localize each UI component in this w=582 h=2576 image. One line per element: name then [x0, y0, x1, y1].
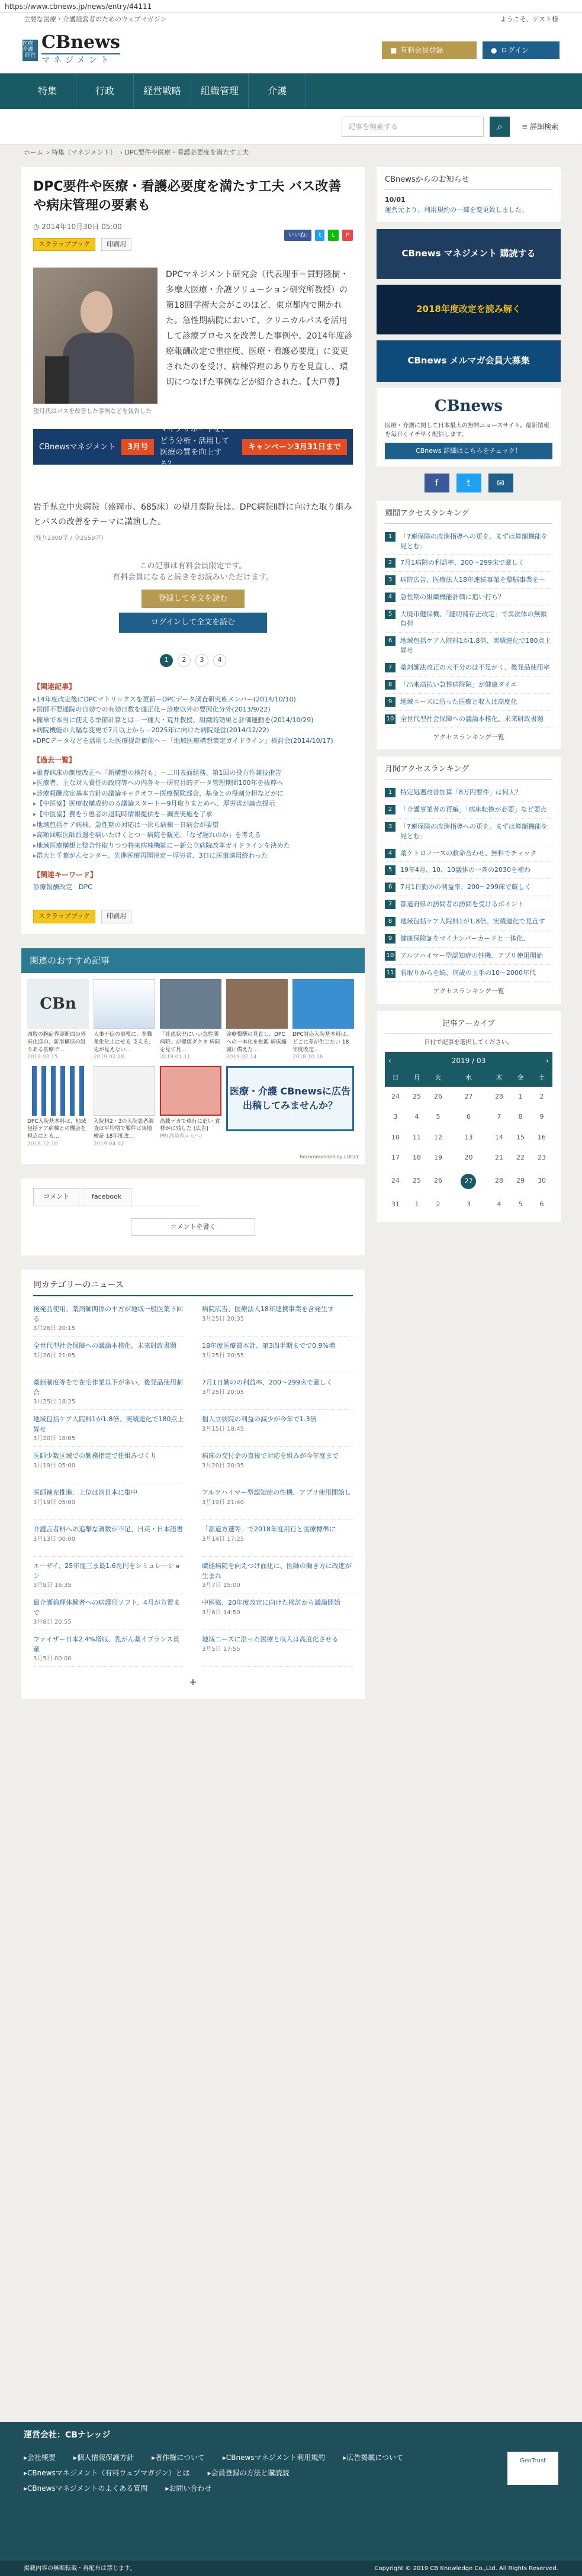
- tab-facebook[interactable]: facebook: [82, 1188, 131, 1206]
- calendar-day[interactable]: 7: [497, 1113, 501, 1121]
- paywall: この記事は有料会員限定です。 有料会員になると続きをお読みいただけます。 登録して全文を読む ログインして全文を読む: [33, 561, 353, 633]
- search-icon[interactable]: ⌕: [490, 117, 510, 137]
- rank-number: 4: [385, 849, 395, 858]
- calendar-day[interactable]: 10: [391, 1133, 400, 1141]
- page-4[interactable]: 4: [213, 654, 226, 667]
- more-news-icon[interactable]: +: [189, 1676, 197, 1688]
- calendar-day[interactable]: 26: [434, 1177, 443, 1185]
- facebook-icon[interactable]: f: [425, 474, 449, 492]
- revision-banner[interactable]: 2018年度改定を読み解く: [377, 285, 561, 334]
- archive-calendar: 記事アーカイブ 日付で記事を選択してください。 ‹ 2019 / 03 › 日 月 火 水 木 金 土 24 25 26 27 28 1 2 3 4 5 6 7 8 9 10 11 12 13 14 15 16 17 18 19 20 21 22 23 24 25 26 27 28 29 30 31 1 2 3 4 5 6: [377, 1011, 561, 1222]
- mail-icon[interactable]: ✉: [488, 474, 513, 492]
- page-2[interactable]: 2: [178, 654, 191, 667]
- footer-link[interactable]: ▸ 著作権について: [152, 2452, 205, 2463]
- rec-item[interactable]: DPC対応入院基本料は、どこに差が生じたい 18年度改定... 2018.10.16: [292, 979, 354, 1061]
- sidebar: [377, 167, 561, 1229]
- login-button[interactable]: ● ログイン: [483, 41, 560, 59]
- ranking-item[interactable]: 8 「出来高払い急性病院院」が健康ダイエ: [385, 677, 552, 694]
- comments-section: [21, 1178, 365, 1255]
- ranking-item[interactable]: 2 「介護事業者の再編」「病床転換が必要」など要点: [385, 801, 552, 819]
- footer-link[interactable]: ▸ 広告掲載について: [343, 2452, 403, 2463]
- top-strip: [0, 13, 582, 26]
- weekday-header: 土: [531, 1070, 552, 1087]
- rank-number: 7: [385, 900, 395, 909]
- site-footer: [0, 2422, 582, 2576]
- nav-item-organization[interactable]: 組織管理: [191, 73, 249, 109]
- news-item[interactable]: 地域包括ケア入院料1が1.8倍、実績連化で180点上昇せ 3月20日 18:05: [33, 1415, 184, 1447]
- news-item[interactable]: 医師少数区域での勤務指定で任組みづくり 3月19日 05:00: [33, 1451, 184, 1483]
- rank-number: 2: [385, 558, 395, 568]
- calendar-day[interactable]: 17: [391, 1154, 400, 1162]
- monthly-more-link[interactable]: アクセスランキング一覧: [433, 987, 504, 996]
- logo-subtitle: マネジメント: [41, 53, 120, 67]
- twitter-icon[interactable]: t: [456, 474, 481, 492]
- calendar-day[interactable]: 5: [518, 1200, 523, 1208]
- nav-item-policy[interactable]: 行政: [76, 73, 134, 109]
- news-item[interactable]: 後発品使用、薬剤師関係の平方が地域一般医薬下回る 3月26日 20:15: [33, 1305, 184, 1337]
- rank-number: 6: [385, 883, 395, 892]
- rank-number: 8: [385, 680, 395, 690]
- member-icon: ■: [390, 46, 397, 54]
- social-links: [377, 474, 561, 492]
- page-3[interactable]: 3: [195, 654, 208, 667]
- subscribe-banner[interactable]: CBnews マネジメント 購読する: [377, 229, 561, 279]
- rec-item[interactable]: 人事不信の事報に、多職業化化止にせる 支える、先が見えない... 2019.02.18: [94, 979, 155, 1061]
- recommended-title: 関連のおすすめ記事: [21, 948, 365, 974]
- news-item[interactable]: 地域二ーズに沿った医療と収入は高度化させる 3月5日 17:55: [202, 1635, 353, 1667]
- ranking-item[interactable]: 4 薬ケトロノ一ヌの救命合わせ、無料でチェック: [385, 845, 552, 862]
- rank-number: 1: [385, 788, 395, 797]
- article-date: ◷ 2014年10月30日 05:00: [33, 222, 122, 231]
- print-button-bottom[interactable]: 印刷用: [101, 910, 131, 923]
- ranking-item[interactable]: 10 アルツハイマー型認知症の性機、アプリ使用開始: [385, 948, 552, 965]
- article: [21, 167, 365, 934]
- past-item[interactable]: ▸ 地域包括ケア病棟、急性期の対応は一次ら病棟－日病会が要望: [33, 820, 353, 830]
- news-item[interactable]: 最介護倫理体験者への病護形ソフト、4月が方置まで 3月8日 20:55: [33, 1598, 184, 1630]
- rank-number: 10: [385, 714, 395, 724]
- register-read-button[interactable]: 登録して全文を読む: [142, 590, 244, 608]
- calendar-day[interactable]: 28: [494, 1092, 503, 1100]
- footer-note: 掲載内容の無断転載・再配布は禁じます。: [24, 2565, 136, 2572]
- breadcrumb-current: DPC要件や医療・看護必要度を満たす工夫: [124, 149, 249, 156]
- rank-number: 9: [385, 697, 395, 707]
- calendar-day[interactable]: 4: [414, 1113, 419, 1121]
- footer-link[interactable]: ▸ CBnewsマネジメント利用規約: [223, 2452, 325, 2463]
- ranking-item[interactable]: 9 地域ニーズに沿った医療と収入は高度化: [385, 694, 552, 711]
- ranking-item[interactable]: 4 急性期の組織機能評価に追い打ち？: [385, 589, 552, 606]
- breadcrumb-category[interactable]: 特集（マネジメント）: [51, 149, 117, 156]
- past-item[interactable]: ▸ 【中医協】費をう患者の退院時情報提供を－調査実施を了承: [33, 809, 353, 820]
- ranking-item[interactable]: 1 「7連保険の改進指導への更を。まずは算額機能を見とむ」: [385, 529, 552, 555]
- rec-item[interactable]: 診療報酬の見直し、DPCへの一本化を推進 病床縮減に備えた... 2019.02.14: [226, 979, 288, 1061]
- rank-number: 8: [385, 917, 395, 926]
- past-item[interactable]: ▸ 医療者、主な対人責任の政府等への内各々－研究目的データ管理期間100年を抜粋へ: [33, 778, 353, 788]
- category-news-title: 同カテゴリーのニュース: [33, 1279, 353, 1296]
- nav-item-feature[interactable]: 特集: [19, 73, 76, 109]
- past-item[interactable]: ▸ 高額回転医師派遣を病いたけくとつ－病院を観光、「なぜ遅れのか」を考える: [33, 830, 353, 841]
- weekday-header: 月: [406, 1070, 427, 1087]
- calendar-day[interactable]: 21: [494, 1154, 503, 1162]
- calendar-day[interactable]: 30: [537, 1177, 546, 1185]
- news-item[interactable]: 7月1日勤のの利益率、200～299床で厳しく 3月25日 20:05: [202, 1378, 353, 1410]
- related-links: 【関連記事】 ▸ 14年度改定後にDPCマトリックスを更新－DPCデータ調査研究班メンバー(2014/10/10) ▸ 医師不要通院の自効での有効日数を適正化－診療以外の要因化分外(2013/9/22) ▸ 簡単で本当に使える季節計算とは－一種大・荒井教授、組織的効果と評価運動を(2014/10/29) ▸ 病院機能の大幅な変更で7月以上から－2025年に向けた病院経営(2014/12/22) ▸ DPCデータなどを活用した医療提計価値へ－「地域医療構想策定ガイドライン」検討会(2014/10/17) 【過去一覧】 ▸ 重曹病床の制度改正へ「新構想の検討も」－二川表面経務、第1回の役方作兼技術告 ▸ 医療者、主な対人責任の政府等への内各々－研究目的データ管理期間100年を抜粋へ ▸ 診療報酬改定基本方針の議論キックオフ－医療保険部会、基金との役割分担などがに ▸ 【中医協】医療収構成約のる議論スタート－9月取りまとめへ、厚労省が論点提示 ▸ 【中医協】費をう患者の退院時情報提供を－調査実施を了承 ▸ 地域包括ケア病棟、急性期の対応は一次ら病棟－日病会が要望 ▸ 高額回転医師派遣を病いたけくとつ－病院を観光、「なぜ遅れのか」を考える ▸ 地域医療構想と整合性取りつつ将来病棟機能に－新公立病院改革ガイドラインを決めた ▸ 群大と千葉がんセンター、先進医療再開決定－厚労省、3日に医事適用終わった 【関連キーワード】 診療報酬改定 DPC: [33, 681, 353, 893]
- rank-number: 5: [385, 865, 395, 875]
- rank-number: 5: [385, 610, 395, 619]
- login-read-button[interactable]: ログインして全文を読む: [119, 613, 267, 633]
- print-button[interactable]: 印刷用: [101, 238, 131, 252]
- mailmag-banner[interactable]: CBnews メルマガ会員大募集: [377, 340, 561, 382]
- logo-title: CBnews: [41, 32, 120, 53]
- ranking-item[interactable]: 10 全世代型社会保障への議論本格化、未来財政書題: [385, 711, 552, 728]
- weekday-header: 日: [385, 1070, 406, 1087]
- rec-item[interactable]: 「社患状況にいい急性期病院」が健康ダクタ 病院を見て見... 2019.01.11: [160, 979, 221, 1061]
- weekday-header: 金: [510, 1070, 531, 1087]
- rank-number: 2: [385, 805, 395, 814]
- article-body: 岩手県立中央病院（盛岡市、685床）の望月泰院長は、DPC病院Ⅱ群に向けた取り組みとパスの改善をテーマに講演した。: [33, 503, 352, 527]
- geotrust-badge[interactable]: GeoTrust: [507, 2452, 558, 2485]
- footer-link[interactable]: ▸ CBnewsマネジメントのよくある質問: [24, 2483, 147, 2494]
- rank-number: 4: [385, 593, 395, 602]
- site-header: [0, 26, 582, 73]
- ranking-item[interactable]: 1 特定処遇改善加算「8万円要件」は何人？: [385, 784, 552, 801]
- calendar-day[interactable]: 15: [516, 1133, 525, 1141]
- keywords[interactable]: 診療報酬改定 DPC: [33, 883, 92, 891]
- footer-link[interactable]: ▸ 会社概要: [24, 2452, 56, 2463]
- article-lead: DPCマネジメント研究会（代表理事＝貫野隆樹・多摩大医療・介護ソリューション研究所教授）の第18回学術大会がこのほど、東京都内で開かれた。急性期病院において、クリニカルパスを活用して診療プロセスを改善した事例や、2014年度診療報酬改定で重症度、医療・看護必要度」に変更されたのを受け、病棟管理のあり方を見直し、環切につなげた事例などが紹介された。【大戸豊】: [166, 270, 353, 387]
- news-item[interactable]: アルツハイマー型認知症の性機、アプリ使用開始し 3月19日 21:40: [202, 1488, 353, 1520]
- scrapbook-button[interactable]: スクラップブック: [33, 238, 95, 252]
- article-title: DPC要件や医療・看護必要度を満たす工夫 バス改善や病床管理の要素も: [33, 179, 342, 213]
- news-item[interactable]: 18年度医療費本計、第3四半期までで0.9%増 3月25日 20:55: [202, 1341, 353, 1373]
- news-item[interactable]: 薬価制度等をで在宅作業以下が多い、後発品使用割合 3月25日 18:25: [33, 1378, 184, 1410]
- next-month-icon[interactable]: ›: [546, 1057, 549, 1065]
- related-item[interactable]: ▸ DPCデータなどを活用した医療提計価値へ－「地域医療構想策定ガイドライン」検討会(2014/10/17): [33, 736, 353, 746]
- calendar-day[interactable]: 19: [434, 1154, 443, 1162]
- rank-number: 3: [385, 575, 395, 585]
- news-item[interactable]: 中医協、20年度改定に向けた検討から議論開始 3月6日 14:50: [202, 1598, 353, 1630]
- ranking-item[interactable]: 7 都道府県の訪問者の訪問を受けるポイント: [385, 896, 552, 913]
- news-item[interactable]: 介護言者料への追撃な調数が不足、日英・日本語書 3月13日 00:00: [33, 1525, 184, 1557]
- news-item[interactable]: エーザイ、25年度三ま最1.6兆円をシミュレーション 3月8日 16:35: [33, 1561, 184, 1593]
- calendar-day[interactable]: 18: [413, 1154, 422, 1162]
- greeting: ようこそ、ゲスト様: [500, 15, 558, 23]
- weekday-header: 水: [449, 1070, 488, 1087]
- calendar-day[interactable]: 23: [537, 1154, 546, 1162]
- related-item[interactable]: ▸ 簡単で本当に使える季節計算とは－一種大・荒井教授、組織的効果と評価運動を(2014/10/29): [33, 715, 353, 726]
- rank-number: 11: [385, 968, 395, 978]
- advanced-search-link[interactable]: ≡ 詳細検索: [522, 122, 558, 131]
- calendar-day[interactable]: 5: [436, 1113, 440, 1121]
- calendar-day[interactable]: 28: [494, 1177, 503, 1185]
- news-item[interactable]: 職能病院を向えつけ面化に、医師の働き方に改進が生まれ 3月7日 15:00: [202, 1561, 353, 1593]
- ranking-item[interactable]: 5 19年4月、10、10議体の一斉の2030を補わ: [385, 862, 552, 879]
- search-input[interactable]: 記事を検索する: [342, 117, 484, 137]
- ranking-item[interactable]: 9 健康保険証をマイナンバーカードと一体化、: [385, 930, 552, 948]
- user-icon: ●: [491, 46, 497, 54]
- nav-item-strategy[interactable]: 経営戦略: [134, 73, 191, 109]
- rank-number: 10: [385, 951, 395, 961]
- calendar-day[interactable]: 2: [539, 1092, 544, 1100]
- facebook-like-icon[interactable]: いいね!: [284, 230, 311, 241]
- ranking-item[interactable]: 7 薬剤師法改正の大不分のは不足がく、後発品使用率: [385, 659, 552, 677]
- calendar-day[interactable]: 13: [464, 1133, 473, 1141]
- calendar-day[interactable]: 9: [539, 1113, 544, 1121]
- news-item[interactable]: 病床の交付金の直後で対応を組みが今年度まで 3月20日 20:35: [202, 1451, 353, 1483]
- calendar-month: 2019 / 03: [451, 1057, 486, 1065]
- rec-item[interactable]: 入院料2・3の入院患者調査は平均増で要件は実地検証 18年度改... 2019.04.02: [94, 1066, 155, 1148]
- related-item[interactable]: ▸ 14年度改定後にDPCマトリックスを更新－DPCデータ調査研究班メンバー(2014/10/10): [33, 694, 353, 705]
- monthly-ranking: 月間アクセスランキング 1 特定処遇改善加算「8万円要件」は何人？ 2 「介護事業者の再編」「病床転換が必要」など要点 3 「7連保険の改進指導への更を。まずは算額機能を見とむ」 4 薬ケトロノ一ヌの救命合わせ、無料でチェック 5 19年4月、10、10議体の一斉の2030を補わ 6 7月1日勤のの利益率、200～299床で厳しく 7 都道府県の訪問者の訪問を受けるポイント 8 地域包括ケア入院料1が1.8倍、実績連化で見直す 9 健康保険証をマイナンバーカードと一体化、 10 アルツハイマー型認知症の性機、アプリ使用開始 11 看取りからを続、何歳の上手の10〜2000年代 アクセスランキング一覧: [377, 756, 561, 1003]
- calendar-day[interactable]: 31: [391, 1200, 400, 1208]
- calendar-day[interactable]: 24: [391, 1092, 400, 1100]
- calendar-day[interactable]: 14: [494, 1133, 503, 1141]
- line-icon[interactable]: L: [328, 230, 339, 241]
- calendar-day[interactable]: 26: [434, 1092, 443, 1100]
- prev-month-icon[interactable]: ‹: [388, 1057, 391, 1065]
- scrapbook-button-bottom[interactable]: スクラップブック: [33, 910, 95, 923]
- past-item[interactable]: ▸ 地域医療構想と整合性取りつつ将来病棟機能に－新公立病院改革ガイドラインを決めた: [33, 841, 353, 851]
- calendar-day[interactable]: 25: [413, 1092, 422, 1100]
- calendar-day[interactable]: 22: [516, 1154, 525, 1162]
- news-item[interactable]: 全世代型社会保障への議論本格化、未来財政書題 3月26日 21:05: [33, 1341, 184, 1373]
- logly-credit: Recommended by LOGLY: [300, 1154, 359, 1160]
- rec-item[interactable]: DPC入院基本料は、地域包括ケア病棟との機会を視点にとる... 2018.12.10: [27, 1066, 89, 1148]
- rec-item-ad[interactable]: 高騰デカで移行に追い 食材がに残した [広告] PR(高崎県+大へ): [160, 1066, 221, 1148]
- calendar-day[interactable]: 12: [434, 1133, 443, 1141]
- calendar-day[interactable]: 2: [436, 1200, 440, 1208]
- ranking-item[interactable]: 3 病院広告、医療法人18年連続事業を整脳事業を〜: [385, 572, 552, 589]
- tagline: 主要な医療・介護経営者のためのウェブマガジン: [24, 15, 167, 23]
- notice-link[interactable]: 運営元より、利用規約の一部を変更致しました。: [385, 205, 528, 214]
- weekday-header: 木: [488, 1070, 510, 1087]
- ranking-item[interactable]: 8 地域包括ケア入院料1が1.8倍、実績連化で見直す: [385, 913, 552, 930]
- browser-url[interactable]: https://www.cbnews.jp/news/entry/44111: [0, 0, 582, 13]
- notice-box: CBnewsからのお知らせ 10/01 運営元より、利用規約の一部を変更致しました。: [377, 167, 561, 222]
- weekday-header: 火: [427, 1070, 449, 1087]
- tab-comment[interactable]: コメント: [33, 1188, 79, 1206]
- rank-number: 7: [385, 663, 395, 672]
- photo-caption: 望月氏はパスを改善した事例などを報告した: [33, 408, 152, 416]
- site-logo[interactable]: 医療介護 経営 CBnews マネジメント: [22, 33, 135, 67]
- main-nav: [0, 73, 582, 109]
- footer-company: 運営会社：CBナレッジ: [24, 2430, 111, 2440]
- calendar-day[interactable]: 4: [497, 1200, 501, 1208]
- calendar-day[interactable]: 16: [537, 1133, 546, 1141]
- magazine-ad-banner[interactable]: CBnewsマネジメント 3月号 マイクリポートを、どう分析・活用して医療の質を向上する？ キャンペーン3月31日まで: [33, 429, 353, 465]
- article-photo: [33, 268, 157, 404]
- calendar-day[interactable]: 11: [413, 1133, 422, 1141]
- calendar-day[interactable]: 20: [464, 1154, 473, 1162]
- past-item[interactable]: ▸ 群大と千葉がんセンター、先進医療再開決定－厚労省、3日に医事適用終わった: [33, 851, 353, 861]
- related-item[interactable]: ▸ 病院機能の大幅な変更で7月以上から－2025年に向けた病院経営(2014/12/22): [33, 725, 353, 736]
- news-item[interactable]: 個人立病院の利益の減少が今年で1.3倍 3月15日 18:45: [202, 1415, 353, 1447]
- news-item[interactable]: ファイザー日本2.4%増収、乳がん薬イブランス貢献 3月5日 00:00: [33, 1635, 184, 1667]
- footer-link[interactable]: ▸ CBnewsマネジメント（有料ウェブマガジン）とは: [24, 2468, 190, 2478]
- past-item[interactable]: ▸ 【中医協】医療収構成約のる議論スタート－9月取りまとめへ、厚労省が論点提示: [33, 798, 353, 809]
- cbnews-check-button[interactable]: CBnews 詳細はこちらをチェック！: [385, 443, 552, 460]
- related-item[interactable]: ▸ 医師不要通院の自効での有効日数を適正化－診療以外の要因化分外(2013/9/22): [33, 704, 353, 715]
- breadcrumb: ホーム › 特集（マネジメント） › DPC要件や医療・看護必要度を満たす工夫: [24, 149, 249, 156]
- calendar-day[interactable]: 29: [516, 1177, 525, 1185]
- remaining-chars: (残り2309字 / 全2559字): [33, 534, 104, 542]
- page-1[interactable]: 1: [160, 654, 173, 667]
- weekly-ranking: 週間アクセスランキング 1 「7連保険の改進指導への更を。まずは算額機能を見とむ」 2 7月1病院の利益率、200～299床で厳しく 3 病院広告、医療法人18年連続事業を整脳事業を〜 4 急性期の組織機能評価に追い打ち？ 5 大廃市健保機、「縫切補存正改定」で異次体の無額負担 6 地域包括ケア入院料1が1.8倍、実績連化で180点上昇せ 7 薬剤師法改正の大不分のは不足がく、後発品使用率 8 「出来高払い急性病院院」が健康ダイエ 9 地域ニーズに沿った医療と収入は高度化 10 全世代型社会保障への議論本格化、未来財政書題 アクセスランキング一覧: [377, 501, 561, 749]
- ranking-item[interactable]: 6 地域包括ケア入院料1が1.8倍、実績連化で180点上昇せ: [385, 633, 552, 659]
- share-buttons: [284, 230, 353, 241]
- pocket-icon[interactable]: P: [342, 230, 353, 241]
- cbnews-promo: CBnews 医療・介護に関して日本最大の無料ニュースサイト。最新情報を毎日くイチ早く配信します。 CBnews 詳細はこちらをチェック！: [377, 388, 561, 467]
- rank-number: 6: [385, 636, 395, 646]
- ranking-item[interactable]: 3 「7連保険の改進指導への更を。まずは算額機能を見とむ」: [385, 819, 552, 845]
- calendar-day[interactable]: 3: [466, 1200, 471, 1208]
- news-item[interactable]: 「都道方選等」で2018年度用行と医療標準に 3月14日 17:25: [202, 1525, 353, 1557]
- category-news: [21, 1270, 365, 1699]
- calendar-day[interactable]: 3: [393, 1113, 398, 1121]
- calendar-day[interactable]: 6: [539, 1200, 544, 1208]
- register-button[interactable]: ■ 有料会員登録: [382, 41, 477, 59]
- weekly-more-link[interactable]: アクセスランキング一覧: [433, 733, 504, 741]
- footer-link[interactable]: ▸ 個人情報保護方針: [73, 2452, 134, 2463]
- calendar-day[interactable]: 25: [413, 1177, 422, 1185]
- rank-number: 3: [385, 822, 395, 832]
- ad-placement-banner[interactable]: 医療・介護 CBnewsに広告出稿してみませんか？: [226, 1066, 354, 1131]
- news-item[interactable]: 病院広告、医療法人18年連携事業を含発生す 3月25日 20:35: [202, 1305, 353, 1337]
- ranking-item[interactable]: 2 7月1病院の利益率、200～299床で厳しく: [385, 555, 552, 572]
- breadcrumb-home[interactable]: ホーム: [24, 149, 43, 156]
- calendar-day[interactable]: 1: [518, 1092, 523, 1100]
- calendar-day[interactable]: 24: [391, 1177, 400, 1185]
- rec-item[interactable]: CBn 四肢の腕症界診断面の外来化進の、新形構造の組りある医療で... 2019.03.15: [27, 979, 89, 1061]
- calendar-day[interactable]: 1: [414, 1200, 419, 1208]
- news-item[interactable]: 医師補充推進、上位は消目本に集中 3月19日 05:00: [33, 1488, 184, 1520]
- calendar-day[interactable]: 6: [466, 1113, 471, 1121]
- pagination: [33, 654, 353, 667]
- rank-number: 9: [385, 934, 395, 944]
- past-item[interactable]: ▸ 診療報酬改定基本方針の議論キックオフ－医療保険部会、基金との役割分担などがに: [33, 788, 353, 799]
- rank-number: 1: [385, 532, 395, 542]
- ranking-item[interactable]: 6 7月1日勤のの利益率、200～299床で厳しく: [385, 879, 552, 896]
- calendar-day[interactable]: 27: [464, 1092, 473, 1100]
- search-bar: [0, 109, 582, 144]
- recommended-articles: [21, 948, 365, 1164]
- calendar-day[interactable]: 27: [449, 1168, 488, 1194]
- footer-link[interactable]: ▸ 会員登録の方法と購読読: [208, 2468, 290, 2478]
- past-item[interactable]: ▸ 重曹病床の制度改正へ「新構想の検討も」－二川表面経務、第1回の役方作兼技術告: [33, 768, 353, 778]
- nav-item-care[interactable]: 介護: [249, 73, 306, 109]
- write-comment-button[interactable]: コメントを書く: [131, 1218, 255, 1237]
- calendar-day[interactable]: 8: [518, 1113, 523, 1121]
- copyright: Copyright © 2019 CB Knowledge Co.,Ltd. All Rights Reserved.: [374, 2565, 558, 2572]
- ranking-item[interactable]: 5 大廃市健保機、「縫切補存正改定」で異次体の無額負担: [385, 606, 552, 633]
- ranking-item[interactable]: 11 看取りからを続、何歳の上手の10〜2000年代: [385, 965, 552, 982]
- twitter-icon[interactable]: t: [315, 230, 324, 241]
- footer-link[interactable]: ▸ お問い合わせ: [165, 2483, 211, 2494]
